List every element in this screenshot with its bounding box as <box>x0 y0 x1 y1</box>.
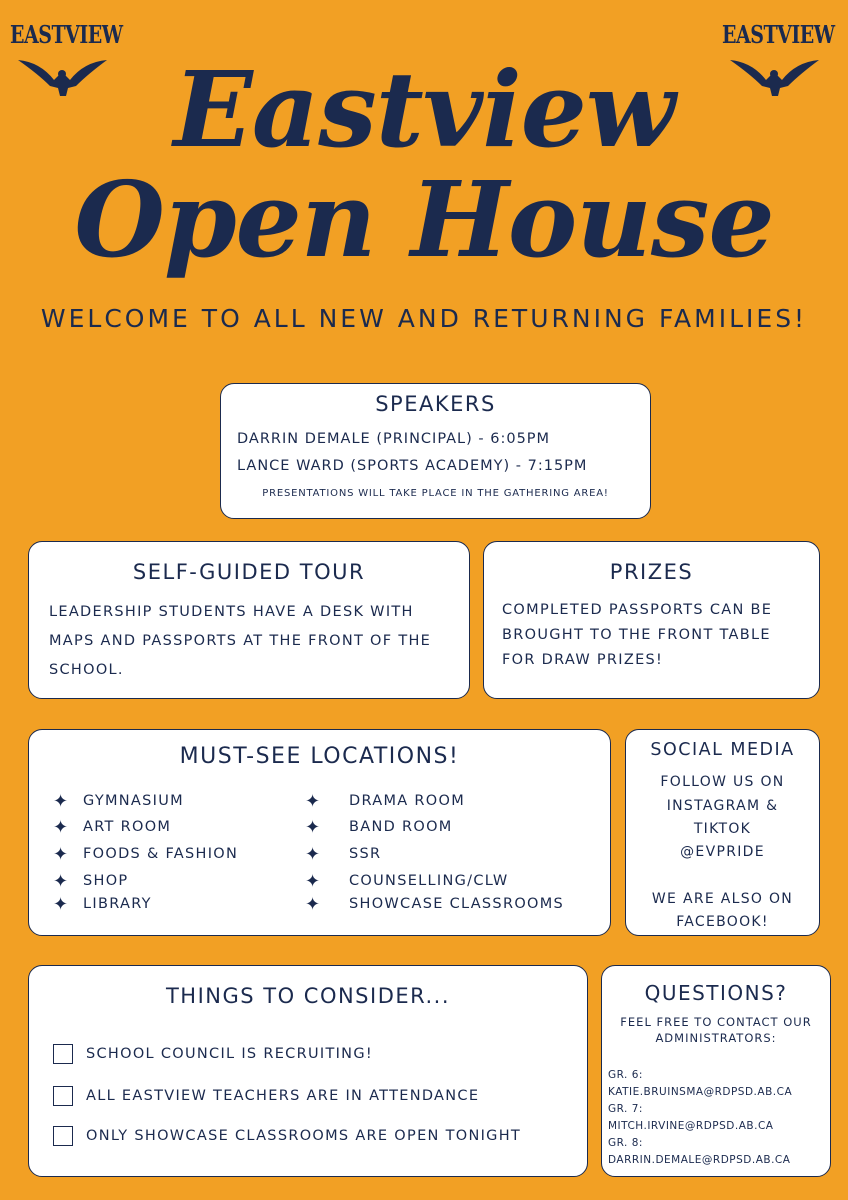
title-eastview: Eastview <box>173 48 675 171</box>
social-handle: @EVPRIDE <box>680 844 765 860</box>
social-line: WE ARE ALSO ON <box>651 891 794 907</box>
speakers-note: PRESENTATIONS WILL TAKE PLACE IN THE GATHERING AREA! <box>262 488 609 499</box>
checkbox[interactable] <box>53 1126 73 1146</box>
speaker-line: LANCE WARD (SPORTS ACADEMY) - 7:15PM <box>237 458 588 474</box>
prizes-text: COMPLETED PASSPORTS CAN BE BROUGHT TO THE FRONT TABLE FOR DRAW PRIZES! <box>502 602 773 668</box>
social-line: TIKTOK <box>693 821 752 837</box>
sparkle-icon: ✦ <box>53 817 70 838</box>
contact-email: DARRIN.DEMALE@RDPSD.AB.CA <box>608 1154 791 1166</box>
sparkle-icon: ✦ <box>53 844 70 865</box>
logo-text: EASTVIEW <box>10 20 123 50</box>
social-media-panel <box>625 729 820 936</box>
questions-panel <box>601 965 831 1177</box>
welcome-message: WELCOME TO ALL NEW AND RETURNING FAMILIES! <box>40 304 808 333</box>
things-to-consider-panel: THINGS TO CONSIDER... SCHOOL COUNCIL IS RECRUITING! ALL EASTVIEW TEACHERS ARE IN ATTENDANCE ONLY SHOWCASE CLASSROOMS ARE OPEN TONIGHT <box>28 965 588 1177</box>
speaker-line: DARRIN DEMALE (PRINCIPAL) - 6:05PM <box>237 431 551 447</box>
logo-text: EASTVIEW <box>722 20 835 50</box>
sparkle-icon: ✦ <box>305 791 322 812</box>
sparkle-icon: ✦ <box>305 817 322 838</box>
social-line: FOLLOW US ON <box>660 774 785 790</box>
contact-email: KATIE.BRUINSMA@RDPSD.AB.CA <box>608 1086 793 1098</box>
social-line: INSTAGRAM & <box>666 798 779 814</box>
checkbox[interactable] <box>53 1086 73 1106</box>
prizes-heading: PRIZES <box>609 560 694 584</box>
questions-heading: QUESTIONS? <box>644 981 788 1005</box>
questions-intro: FEEL FREE TO CONTACT OUR ADMINISTRATORS: <box>620 1015 812 1045</box>
grade-label: GR. 6: <box>608 1069 643 1081</box>
locations-heading: MUST-SEE LOCATIONS! <box>179 744 460 769</box>
sparkle-icon: ✦ <box>53 791 70 812</box>
sparkle-icon: ✦ <box>305 844 322 865</box>
sparkle-icon: ✦ <box>53 871 70 892</box>
speakers-heading: SPEAKERS <box>375 392 496 416</box>
must-see-locations-panel: MUST-SEE LOCATIONS! ✦ GYMNASIUM ✦ ART ROOM ✦ FOODS & FASHION ✦ SHOP ✦ LIBRARY ✦ DRAMA ROOM ✦ BAND ROOM ✦ SSR ✦ COUNSELLING/CLW ✦ SHOWCASE CLASSROOMS <box>28 729 611 936</box>
contact-email: MITCH.IRVINE@RDPSD.AB.CA <box>608 1120 774 1132</box>
grade-label: GR. 8: <box>608 1137 643 1149</box>
title-open-house: Open House <box>74 158 774 281</box>
sparkle-icon: ✦ <box>305 894 322 915</box>
social-line: FACEBOOK! <box>676 914 769 930</box>
consider-heading: THINGS TO CONSIDER... <box>165 984 451 1008</box>
sparkle-icon: ✦ <box>53 894 70 915</box>
speakers-panel <box>220 383 651 519</box>
social-heading: SOCIAL MEDIA <box>650 740 795 760</box>
sparkle-icon: ✦ <box>305 871 322 892</box>
checkbox[interactable] <box>53 1044 73 1064</box>
tour-heading: SELF-GUIDED TOUR <box>132 560 366 584</box>
prizes-panel <box>483 541 820 699</box>
self-guided-tour-panel <box>28 541 470 699</box>
grade-label: GR. 7: <box>608 1103 643 1115</box>
tour-text: LEADERSHIP STUDENTS HAVE A DESK WITH MAPS AND PASSPORTS AT THE FRONT OF THE SCHOOL. <box>49 604 432 678</box>
